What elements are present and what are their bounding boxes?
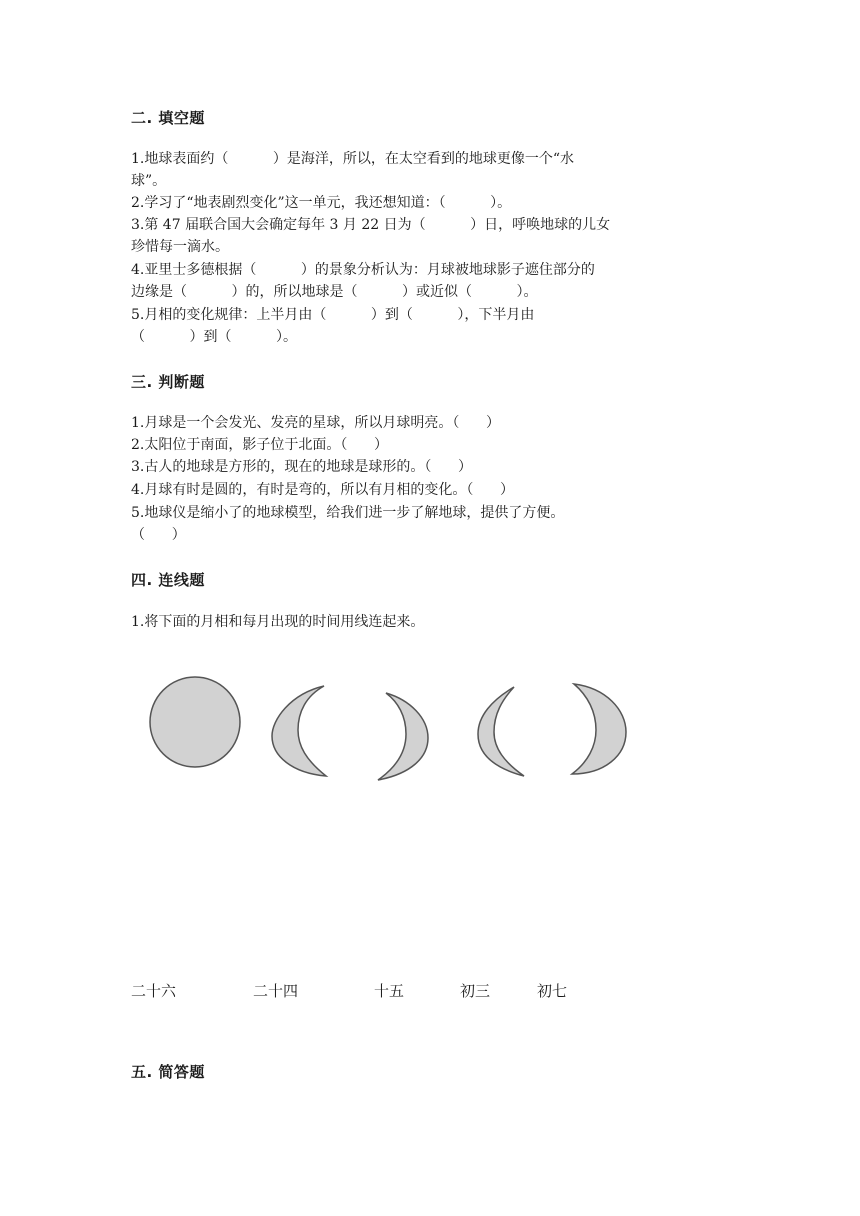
day-label: 二十四 — [253, 982, 299, 1000]
waning-crescent-icon — [478, 687, 524, 776]
section-matching-title: 四. 连线题 — [131, 571, 205, 589]
section-fill-blank-title: 二. 填空题 — [131, 109, 205, 127]
fill-blank-line: 4.亚里士多德根据（ ）的景象分析认为：月球被地球影子遮住部分的 — [131, 262, 595, 278]
fill-blank-line: 球”。 — [131, 173, 167, 189]
full-moon-icon — [150, 677, 240, 767]
true-false-line: 5.地球仪是缩小了的地球模型，给我们进一步了解地球，提供了方便。 — [131, 505, 565, 521]
fill-blank-line: 边缘是（ ）的，所以地球是（ ）或近似（ ）。 — [131, 284, 538, 300]
true-false-line: 4.月球有时是圆的，有时是弯的，所以有月相的变化。（ ） — [131, 482, 515, 498]
moon-phases-figure — [140, 670, 660, 800]
fill-blank-line: 5.月相的变化规律：上半月由（ ）到（ ），下半月由 — [131, 307, 535, 323]
true-false-line: 2.太阳位于南面，影子位于北面。（ ） — [131, 437, 389, 453]
day-labels-row — [0, 980, 860, 1004]
waning-crescent-icon — [272, 686, 326, 776]
day-label: 十五 — [374, 982, 405, 1000]
fill-blank-line: 珍惜每一滴水。 — [131, 239, 229, 255]
waxing-crescent-icon — [572, 684, 626, 774]
section-short-answer-title: 五. 简答题 — [131, 1063, 205, 1081]
fill-blank-line: 2.学习了“地表剧烈变化”这一单元，我还想知道：（ ）。 — [131, 195, 512, 211]
true-false-line: 3.古人的地球是方形的，现在的地球是球形的。（ ） — [131, 459, 473, 475]
thin-waxing-crescent-icon — [378, 693, 428, 780]
fill-blank-line: （ ）到（ ）。 — [131, 329, 298, 345]
day-label: 初七 — [537, 982, 568, 1000]
day-label: 初三 — [460, 982, 491, 1000]
fill-blank-line: 3.第 47 届联合国大会确定每年 3 月 22 日为（ ）日，呼唤地球的儿女 — [131, 217, 611, 233]
true-false-line: 1.月球是一个会发光、发亮的星球，所以月球明亮。（ ） — [131, 415, 501, 431]
section-true-false-title: 三. 判断题 — [131, 373, 205, 391]
matching-question: 1.将下面的月相和每月出现的时间用线连起来。 — [131, 614, 425, 630]
fill-blank-line: 1.地球表面约（ ）是海洋，所以，在太空看到的地球更像一个“水 — [131, 151, 575, 167]
day-label: 二十六 — [131, 982, 177, 1000]
true-false-line: （ ） — [131, 527, 186, 543]
